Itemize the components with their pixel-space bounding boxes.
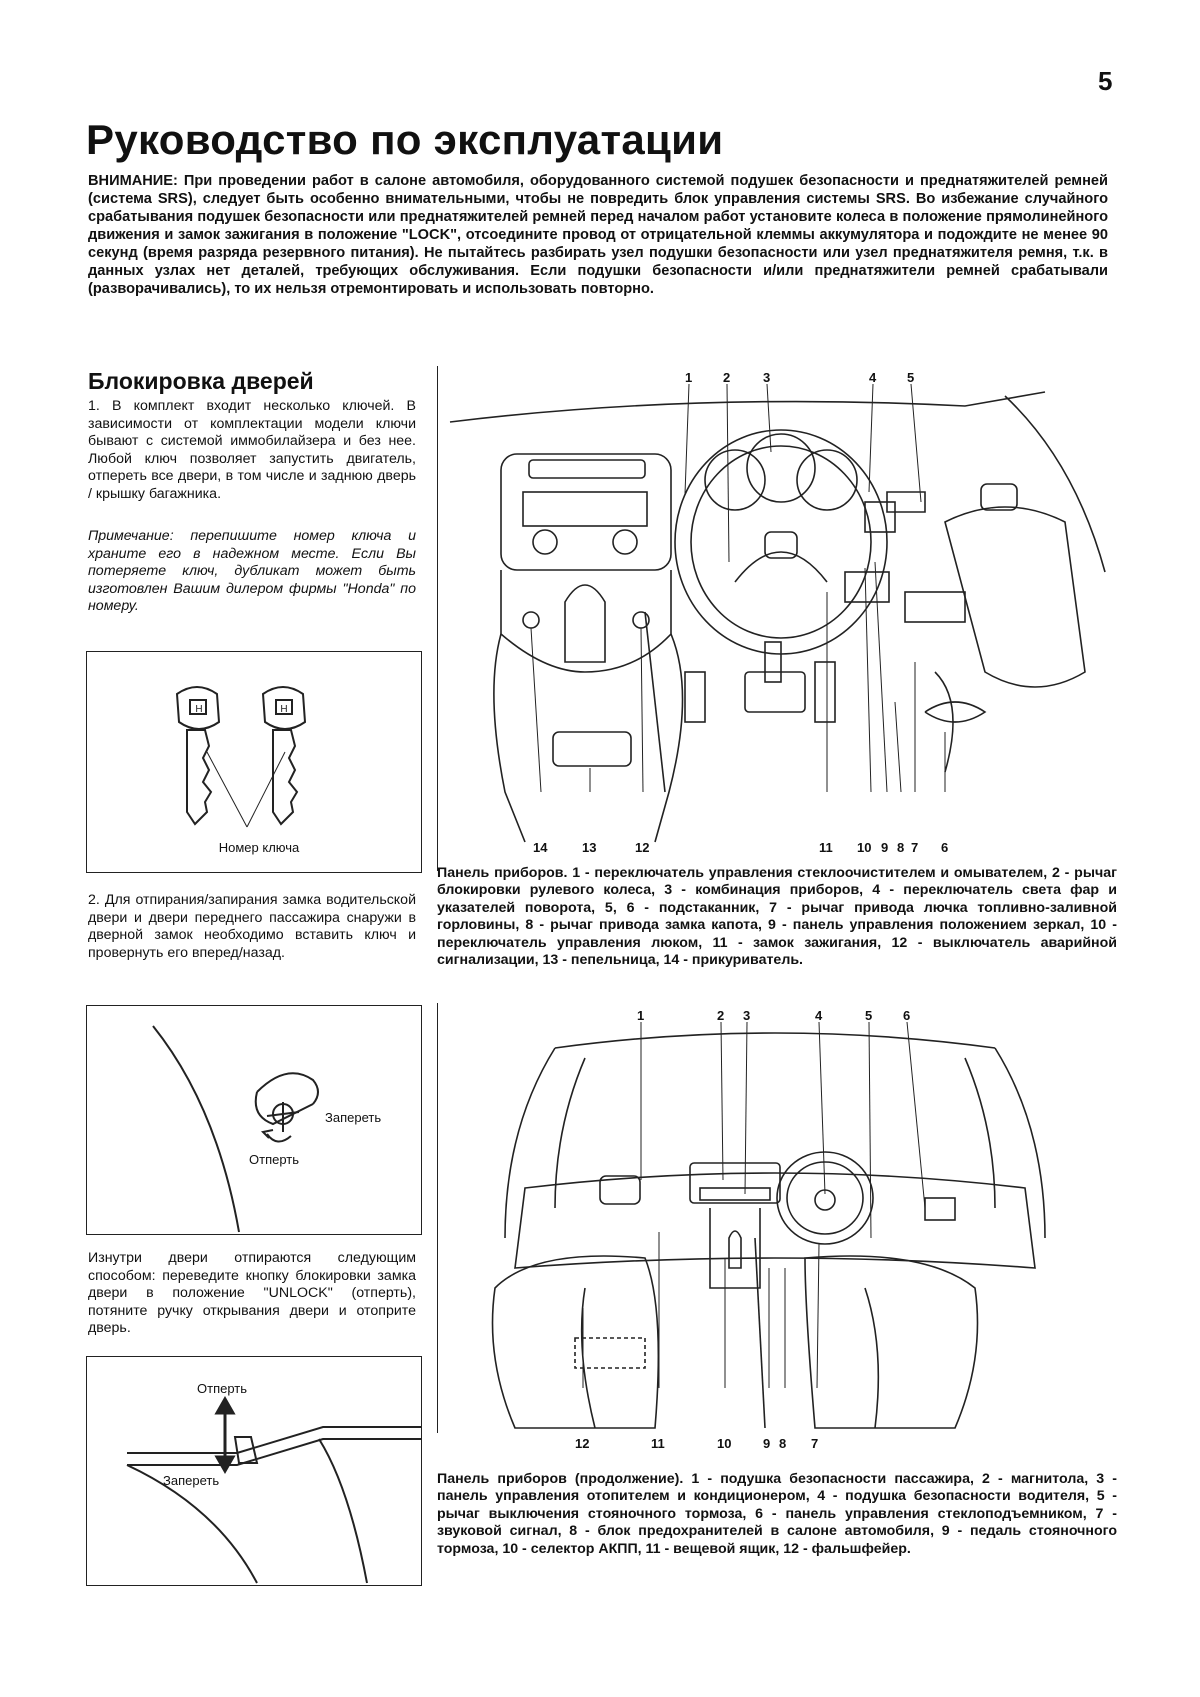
figure-inner-lock bbox=[86, 1356, 422, 1586]
figure-door-lock bbox=[86, 1005, 422, 1235]
fig2-bottom-num: 8 bbox=[779, 1436, 787, 1451]
svg-text:H: H bbox=[280, 704, 288, 715]
fig2-bottom-num: 11 bbox=[651, 1436, 665, 1451]
warning-paragraph: ВНИМАНИЕ: При проведении работ в салоне автомобиля, оборудованного системой подушек безопасности и преднатяжителей ремней (система SRS), следует быть особенно внимательными, чтобы не повредить блок управления системы SRS. Во избежание случайного срабатывания подушек безопасности или преднатяжителей ремней перед началом работ установите колеса в положение прямолинейного движения и замок зажигания в положение "LOCK", отсоедините провод от отрицательной клеммы аккумулятора и подождите не менее 90 секунд (время разряда резервного питания). Не пытайтесь разбирать узел подушки безопасности или узел преднатяжителя ремня, т.к. в данных узлах нет деталей, требующих обслуживания. Если подушки безопасности и/или преднатяжители ремней срабатывали (разворачивались), то их нельзя отремонтировать и использовать повторно. bbox=[88, 173, 1108, 297]
figure-instrument-panel bbox=[445, 372, 1115, 877]
fig1-bottom-num: 8 bbox=[897, 840, 905, 855]
inner-lock-illustration bbox=[87, 1357, 421, 1585]
fig1-top-num: 1 bbox=[685, 372, 693, 385]
paragraph-outside-lock: 2. Для отпирания/запирания замка водительской двери и двери переднего пассажира снаружи в дверной замок необходимо вставить ключ и провернуть его вперед/назад. bbox=[88, 892, 416, 961]
fig1-bottom-num: 9 bbox=[881, 840, 889, 855]
page-number: 5 bbox=[1098, 66, 1113, 96]
fig2-bottom-num: 9 bbox=[763, 1436, 771, 1451]
fig1-top-num: 5 bbox=[907, 372, 915, 385]
fig1-bottom-num: 11 bbox=[819, 840, 833, 855]
inner-unlock-label: Отперть bbox=[197, 1381, 248, 1396]
figure-1-caption: Панель приборов. 1 - переключатель управления стеклоочистителем и омывателем, 2 - рычаг блокировки рулевого колеса, 3 - комбинация приборов, 4 - переключатель света фар и указателей поворота, 5, 6 - подстаканник, 7 - рычаг привода лючка топливно-заливной горловины, 8 - рычаг привода замка капота, 9 - панель управления положением зеркал, 10 - переключатель управления люком, 11 - замок зажигания, 12 - выключатель аварийной сигнализации, 13 - пепельница, 14 - прикуриватель. bbox=[437, 865, 1117, 969]
figure-interior-overview bbox=[445, 1008, 1115, 1458]
fig1-top-num: 3 bbox=[763, 372, 771, 385]
key-number-label: Номер ключа bbox=[218, 840, 300, 855]
keys-illustration bbox=[87, 652, 421, 872]
door-unlock-label: Отперть bbox=[249, 1152, 300, 1167]
fig1-bottom-num: 12 bbox=[635, 840, 650, 855]
figure-1-border bbox=[437, 366, 438, 871]
fig1-top-num: 2 bbox=[723, 372, 731, 385]
inner-lock-label: Запереть bbox=[163, 1473, 220, 1488]
fig2-bottom-num: 10 bbox=[717, 1436, 732, 1451]
fig1-bottom-num: 10 bbox=[857, 840, 872, 855]
fig1-bottom-num: 14 bbox=[533, 840, 548, 855]
fig2-top-num: 2 bbox=[717, 1008, 725, 1023]
fig1-top-num: 4 bbox=[869, 372, 877, 385]
fig2-top-num: 3 bbox=[743, 1008, 751, 1023]
note-key-number: Примечание: перепишите номер ключа и храните его в надежном месте. Если Вы потеряете ключ, дубликат может быть изготовлен Вашим дилером фирмы "Honda" по номеру. bbox=[88, 528, 416, 615]
paragraph-keys: 1. В комплект входит несколько ключей. В зависимости от комплектации модели ключи бывают с системой иммобилайзера и без нее. Любой ключ позволяет запустить двигатель, отпереть все двери, в том числе и заднюю дверь / крышку багажника. bbox=[88, 398, 416, 502]
instrument-panel-illustration bbox=[445, 372, 1115, 872]
fig2-top-num: 6 bbox=[903, 1008, 911, 1023]
section-heading-door-lock: Блокировка дверей bbox=[88, 368, 314, 394]
figure-2-border bbox=[437, 1003, 438, 1433]
fig2-bottom-num: 12 bbox=[575, 1436, 590, 1451]
fig1-bottom-num: 7 bbox=[911, 840, 919, 855]
fig2-top-num: 5 bbox=[865, 1008, 873, 1023]
page-title: Руководство по эксплуатации bbox=[86, 116, 724, 163]
fig2-bottom-num: 7 bbox=[811, 1436, 819, 1451]
door-lock-label: Запереть bbox=[325, 1110, 382, 1125]
door-lock-illustration bbox=[87, 1006, 421, 1234]
fig2-top-num: 4 bbox=[815, 1008, 823, 1023]
fig1-bottom-num: 13 bbox=[582, 840, 597, 855]
paragraph-inside-unlock: Изнутри двери отпираются следующим способом: переведите кнопку блокировки замка двери в положение "UNLOCK" (отперть), потяните ручку открывания двери и отоприте дверь. bbox=[88, 1250, 416, 1337]
fig2-top-num: 1 bbox=[637, 1008, 645, 1023]
figure-2-caption: Панель приборов (продолжение). 1 - подушка безопасности пассажира, 2 - магнитола, 3 - панель управления отопителем и кондиционером, 4 - подушка безопасности водителя, 5 - рычаг выключения стояночного тормоза, 6 - панель управления стеклоподъемником, 7 - звуковой сигнал, 8 - блок предохранителей в салоне автомобиля, 9 - педаль стояночного тормоза, 10 - селектор АКПП, 11 - вещевой ящик, 12 - фальшфейер. bbox=[437, 1471, 1117, 1557]
fig1-bottom-num: 6 bbox=[941, 840, 949, 855]
interior-overview-illustration bbox=[445, 1008, 1115, 1453]
figure-keys bbox=[86, 651, 422, 873]
svg-text:H: H bbox=[195, 704, 203, 715]
